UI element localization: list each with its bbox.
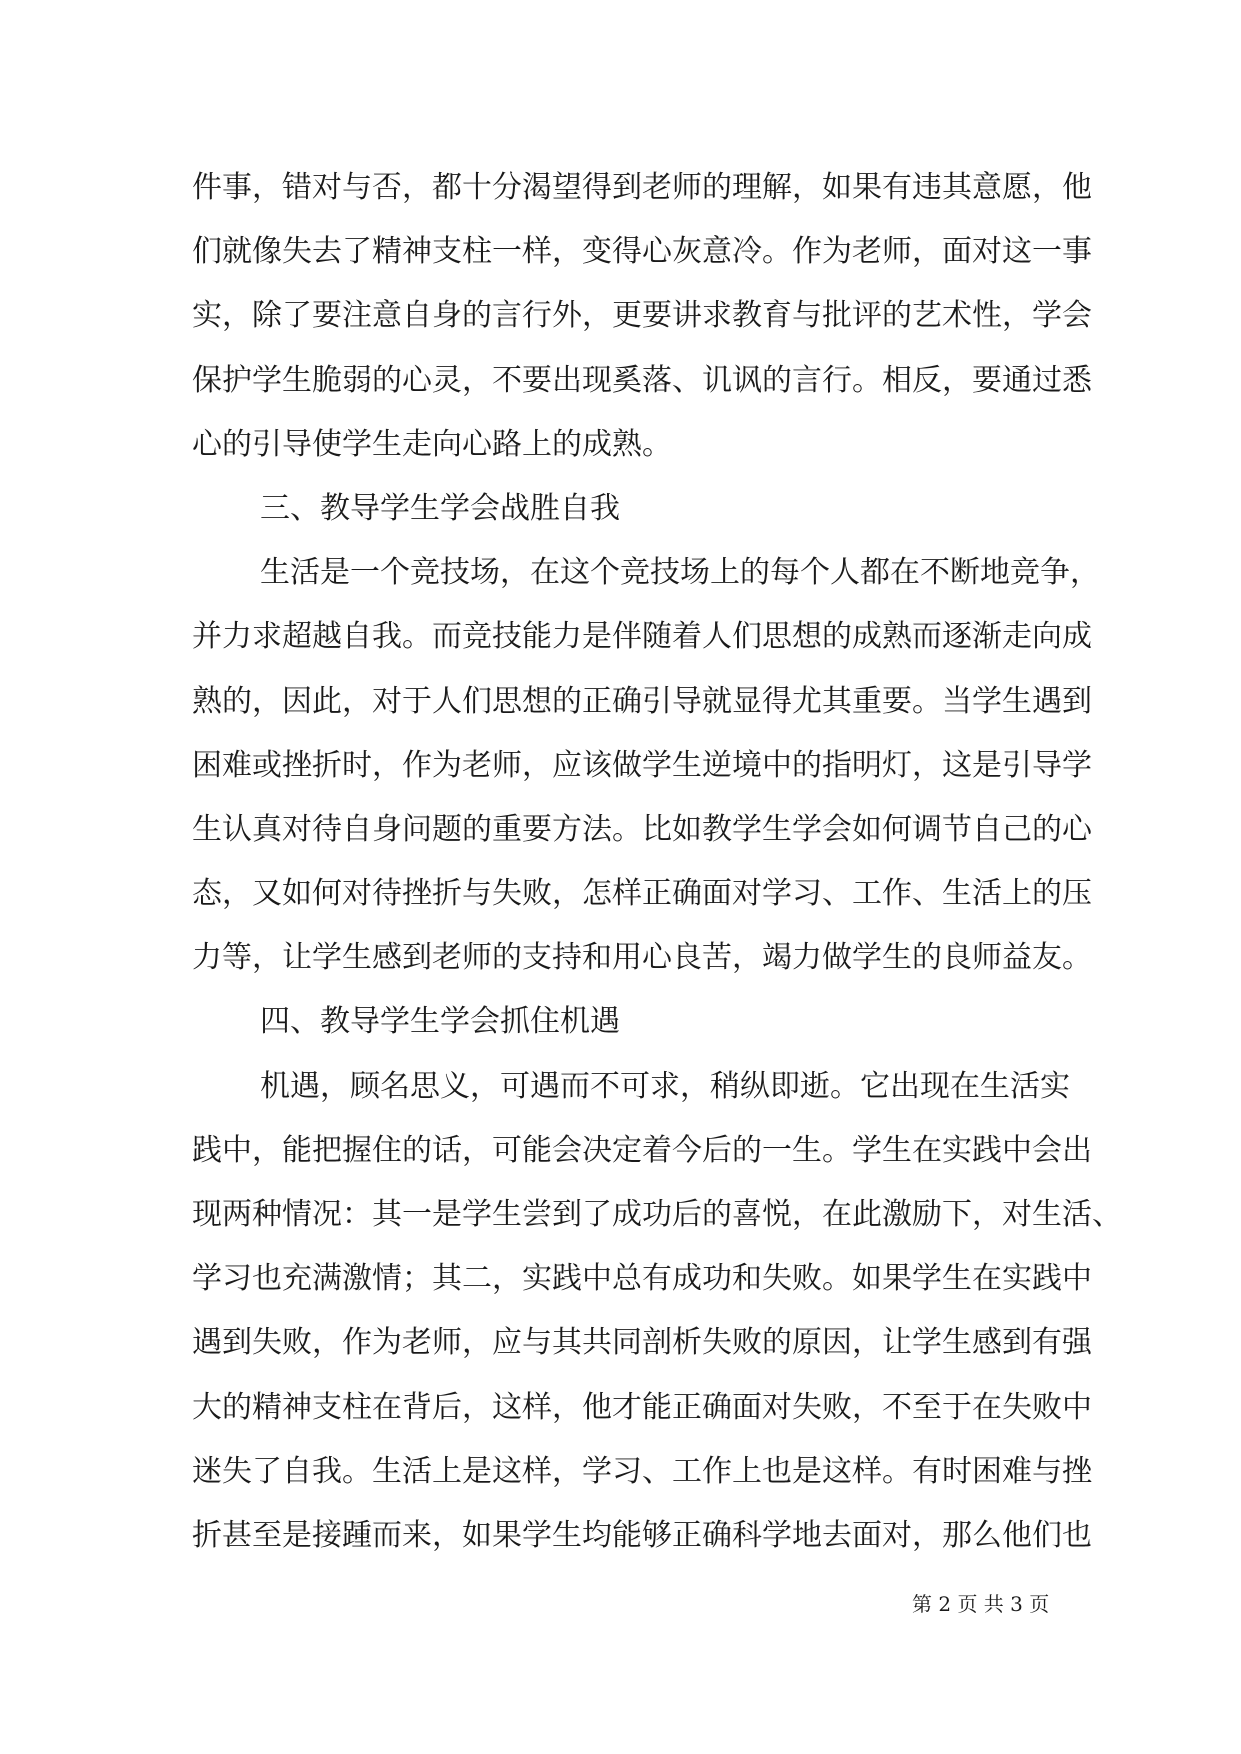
text-line: 践中，能把握住的话，可能会决定着今后的一生。学生在实践中会出	[192, 1132, 1092, 1168]
text-line: 遇到失败，作为老师，应与其共同剖析失败的原因，让学生感到有强	[192, 1325, 1092, 1361]
text-line: 心的引导使学生走向心路上的成熟。	[192, 426, 672, 462]
text-line: 学习也充满激情；其二，实践中总有成功和失败。如果学生在实践中	[192, 1261, 1092, 1297]
text-line: 机遇，顾名思义，可遇而不可求，稍纵即逝。它出现在生活实	[260, 1068, 1070, 1104]
text-line: 迷失了自我。生活上是这样，学习、工作上也是这样。有时困难与挫	[192, 1453, 1092, 1489]
text-line: 生认真对待自身问题的重要方法。比如教学生学会如何调节自己的心	[192, 811, 1092, 847]
text-line: 生活是一个竞技场，在这个竞技场上的每个人都在不断地竞争，	[260, 555, 1100, 591]
text-line: 保护学生脆弱的心灵，不要出现奚落、讥讽的言行。相反，要通过悉	[192, 362, 1092, 398]
text-line: 折甚至是接踵而来，如果学生均能够正确科学地去面对，那么他们也	[192, 1517, 1092, 1553]
paragraph-continued	[192, 156, 1092, 477]
text-line: 态，又如何对待挫折与失败，怎样正确面对学习、工作、生活上的压	[192, 876, 1092, 912]
text-line: 熟的，因此，对于人们思想的正确引导就显得尤其重要。当学生遇到	[192, 683, 1092, 719]
text-line: 力等，让学生感到老师的支持和用心良苦，竭力做学生的良师益友。	[192, 940, 1092, 976]
text-line: 现两种情况：其一是学生尝到了成功后的喜悦，在此激励下，对生活、	[192, 1197, 1122, 1232]
text-line: 们就像失去了精神支柱一样，变得心灰意冷。作为老师，面对这一事	[192, 234, 1092, 270]
text-line: 实，除了要注意自身的言行外，更要讲求教育与批评的艺术性，学会	[192, 298, 1092, 334]
text-line: 大的精神支柱在背后，这样，他才能正确面对失败，不至于在失败中	[192, 1389, 1092, 1425]
document-body	[192, 156, 1122, 1568]
section-heading-3: 三、教导学生学会战胜自我	[260, 490, 620, 526]
text-line: 并力求超越自我。而竞技能力是伴随着人们思想的成熟而逐渐走向成	[192, 619, 1092, 655]
text-line: 件事，错对与否，都十分渴望得到老师的理解，如果有违其意愿，他	[192, 170, 1092, 205]
page-number-footer: 第 2 页 共 3 页	[912, 1592, 1050, 1616]
text-line: 困难或挫折时，作为老师，应该做学生逆境中的指明灯，这是引导学	[192, 747, 1092, 783]
paragraph-section-3	[192, 541, 1100, 990]
paragraph-section-4	[192, 1055, 1122, 1569]
section-heading-4: 四、教导学生学会抓住机遇	[260, 1004, 620, 1040]
